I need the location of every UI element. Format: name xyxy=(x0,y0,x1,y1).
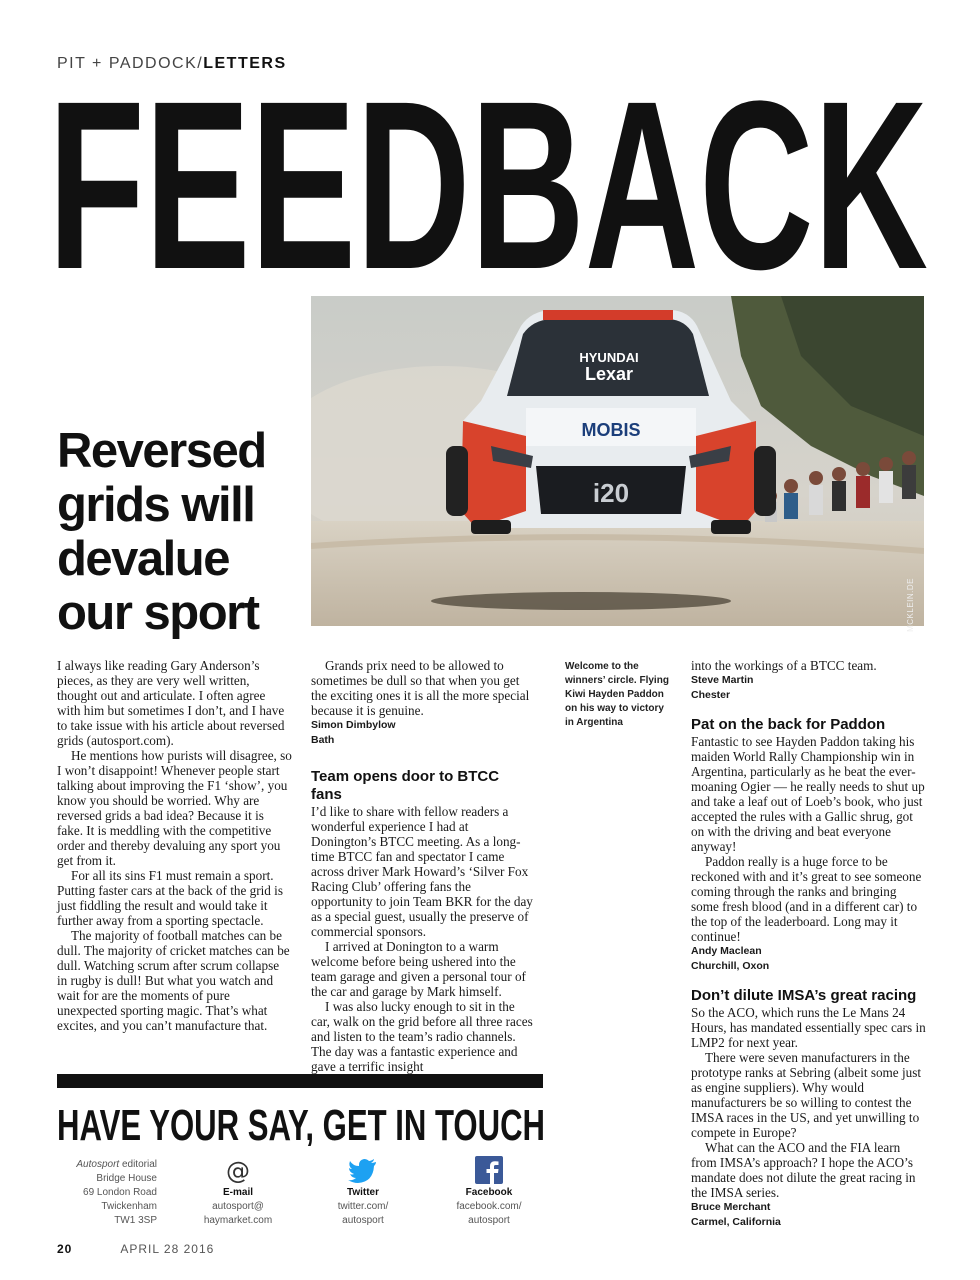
facebook-line[interactable]: facebook.com/ xyxy=(456,1201,522,1212)
car-sponsor-text: HYUNDAI xyxy=(579,350,639,365)
twitter-bird-icon xyxy=(348,1156,378,1184)
paragraph: Grands prix need to be allowed to sometimes be dull so that when you get the exciting ones it is all the more special because it is genuine. xyxy=(311,658,530,718)
twitter-label: Twitter xyxy=(346,1187,380,1198)
paragraph: The majority of football matches can be dull. The majority of cricket matches can be dull. Watching scrum after scrum collapse in rugby is dull! But what you watch and wait for are the moments of pure unexpected sporting magic. That’s what excites, and you can’t manufacture that. xyxy=(57,928,290,1033)
letters-column-2 xyxy=(311,658,533,1074)
photo-credit: MCKLEIN.DE xyxy=(906,578,915,632)
paragraph: into the workings of a BTCC team. xyxy=(691,658,877,673)
letter-title: Don’t dilute IMSA’s great racing xyxy=(691,987,917,1004)
section-label xyxy=(57,55,287,73)
contact-heading-text: HAVE YOUR SAY, GET IN TOUCH xyxy=(57,1101,545,1146)
facebook-icon xyxy=(475,1156,503,1184)
contact-twitter[interactable] xyxy=(318,1156,408,1228)
letter-author: Simon Dimbylow xyxy=(311,719,396,731)
paragraph: I’d like to share with fellow readers a wonderful experience I had at Donington’s BTCC meeting. As a long-time BTCC fan and spectator I came across driver Mark Howard’s ‘Silver Fox Racing Club’ offering fans the opportunity to join Team BKR for the day as a special guest, usually the preserve of commercial sponsors. xyxy=(311,804,533,939)
car-model-text: i20 xyxy=(592,478,630,508)
paragraph: I was also lucky enough to sit in the car, walk on the grid before all three races and listen to the team’s radio channels. The day was a fantastic experience and gave a terrific insight xyxy=(311,999,533,1074)
section-current: LETTERS xyxy=(203,55,287,72)
svg-text:@: @ xyxy=(226,1157,250,1184)
letter-author: Bruce Merchant xyxy=(691,1201,771,1213)
letter-title: Team opens door to BTCC fans xyxy=(311,768,500,803)
contact-divider-bar xyxy=(57,1074,543,1088)
letters-column-4 xyxy=(691,658,926,1230)
letter-title: Pat on the back for Paddon xyxy=(691,716,886,733)
contact-facebook[interactable] xyxy=(436,1156,542,1228)
car-mobis-text: MOBIS xyxy=(581,420,641,440)
photo-caption: Welcome to the winners’ circle. Flying Kiwi Hayden Paddon on his way to victory in Argentina xyxy=(565,661,669,728)
address-line: Bridge House xyxy=(96,1173,157,1184)
paragraph: So the ACO, which runs the Le Mans 24 Hours, has mandated essentially spec cars in LMP2 for next year. xyxy=(691,1005,926,1050)
letter-headline: Reversed grids will devalue our sport xyxy=(57,424,266,640)
contact-heading xyxy=(57,1100,557,1146)
paragraph: Fantastic to see Hayden Paddon taking his maiden World Rally Championship win in Argentina, particularly as he beat the ever-moaning Ogier — he really needs to shut up and take a leaf out of Loeb’s book, who just accepted the rules with a Gallic shrug, got on with the driving and beat everyone anyway! xyxy=(691,734,925,854)
page-number: 20 xyxy=(57,1242,73,1256)
page-footer xyxy=(57,1242,214,1256)
letter-author: Steve Martin xyxy=(691,674,754,686)
letter-author: Andy Maclean xyxy=(691,945,762,957)
paragraph: I always like reading Gary Anderson’s pieces, as they are very well written, thought out and articulate. I often agree with him but sometimes I don’t, and I have to take issue with his article about reversed grids (autosport.com). xyxy=(57,658,285,748)
letter-reversed-grids xyxy=(57,658,292,1033)
paragraph: He mentions how purists will disagree, so I won’t disappoint! Whenever people start talking about improving the F1 ‘show’, you know you should be worried. Why are reversed grids a bad idea? Because it is fake. It is meddling with the competitive order and thereby devaluing any sport you get from it. xyxy=(57,748,292,868)
twitter-line[interactable]: twitter.com/ xyxy=(337,1201,389,1212)
issue-date: APRIL 28 2016 xyxy=(120,1242,215,1256)
publication-suffix: editorial xyxy=(119,1159,157,1170)
twitter-line[interactable]: autosport xyxy=(342,1215,384,1226)
address-line: Twickenham xyxy=(101,1201,157,1212)
contact-address xyxy=(57,1158,157,1228)
email-line[interactable]: haymarket.com xyxy=(203,1215,273,1226)
car-brand-text: Lexar xyxy=(584,364,634,384)
address-line: 69 London Road xyxy=(83,1187,157,1198)
contact-email[interactable] xyxy=(190,1156,286,1228)
publication-name: Autosport xyxy=(76,1159,120,1170)
at-icon xyxy=(224,1156,252,1184)
paragraph: There were seven manufacturers in the prototype ranks at Sebring (albeit some just as engine suppliers). Why would manufacturers be so willing to contest the IMSA races in the US, and yet unwilling to compete in Europe? xyxy=(691,1050,922,1140)
facebook-line[interactable]: autosport xyxy=(468,1215,510,1226)
email-label: E-mail xyxy=(222,1187,253,1198)
letter-location: Churchill, Oxon xyxy=(691,960,770,972)
email-line[interactable]: autosport@ xyxy=(212,1201,264,1212)
rally-car-photo xyxy=(311,296,924,626)
paragraph: Paddon really is a huge force to be reckoned with and it’s great to see someone coming through the ranks and bringing some fresh blood (and in a different car) to the top of the leaderboard. Long may it continue! xyxy=(691,854,922,944)
address-line: TW1 3SP xyxy=(114,1215,157,1226)
paragraph: I arrived at Donington to a warm welcome before being ushered into the team garage and given a personal tour of the car and garage by Mark himself. xyxy=(311,939,526,999)
masthead-text: FEEDBACK xyxy=(48,82,928,282)
letter-location: Chester xyxy=(691,689,731,701)
section-prefix: PIT + PADDOCK/ xyxy=(57,55,204,72)
masthead-title xyxy=(48,82,928,282)
facebook-label: Facebook xyxy=(465,1187,513,1198)
letter-location: Carmel, California xyxy=(691,1216,781,1228)
letter-location: Bath xyxy=(311,734,335,746)
paragraph: For all its sins F1 must remain a sport. Putting faster cars at the back of the grid is just fiddling the result and would take it further away from a sporting spectacle. xyxy=(57,868,283,928)
paragraph: What can the ACO and the FIA learn from IMSA’s approach? I hope the ACO’s mandate does not dilute the great racing in the IMSA series. xyxy=(691,1140,916,1200)
